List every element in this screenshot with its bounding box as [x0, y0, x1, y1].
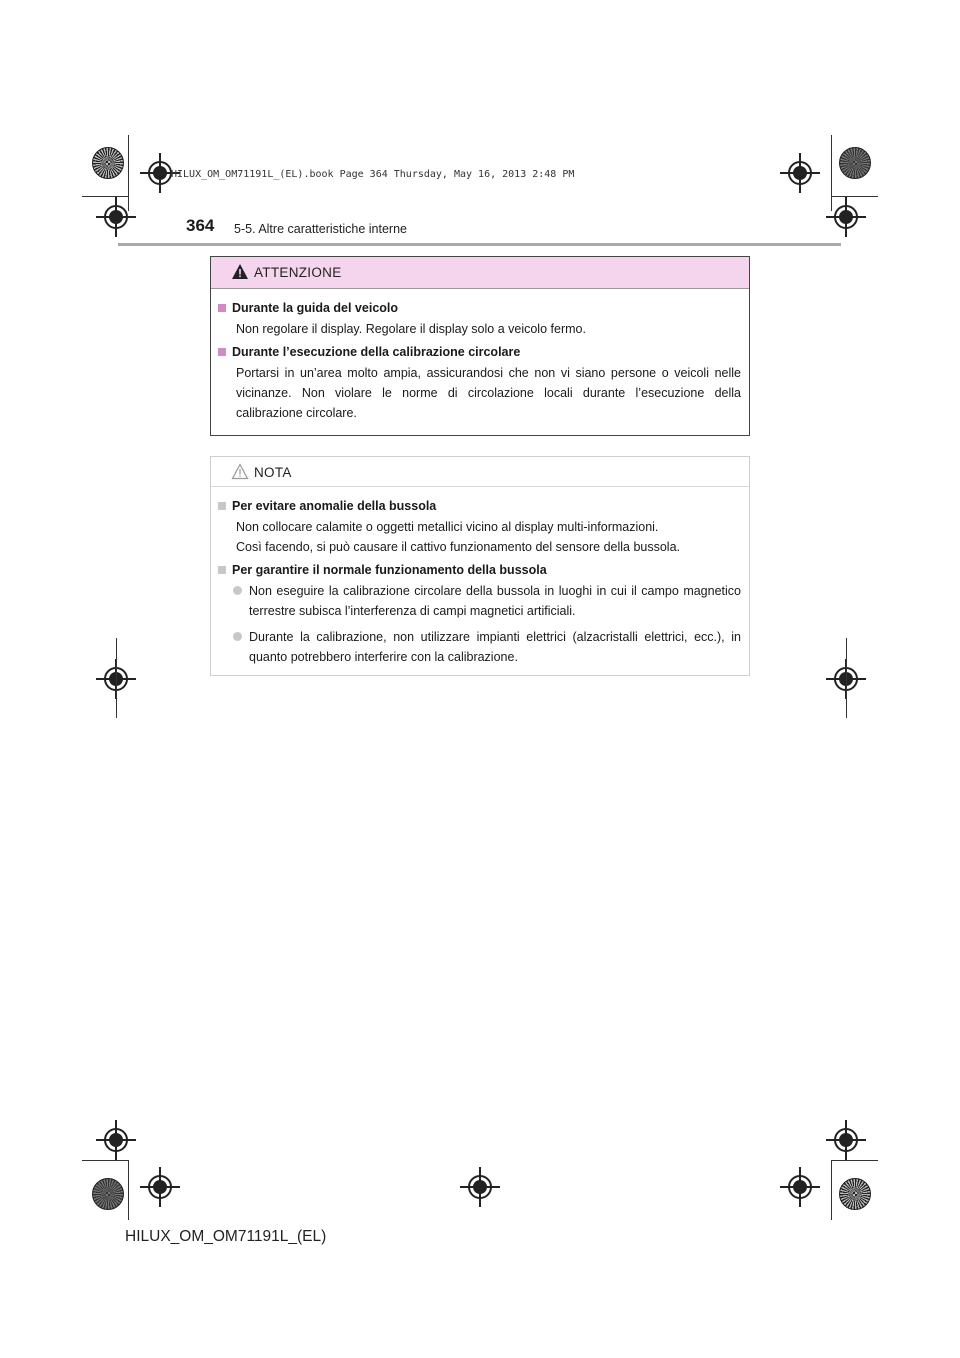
registration-crosshair-icon [834, 1128, 858, 1152]
note-box [210, 456, 750, 676]
crop-mark [831, 135, 832, 211]
registration-wheel-icon [839, 147, 871, 179]
warning-triangle-icon [231, 263, 249, 280]
registration-wheel-icon [92, 147, 124, 179]
note-content [211, 499, 749, 667]
note-item-title: Per evitare anomalie della bussola [218, 499, 741, 513]
note-header [211, 457, 749, 487]
warning-content [211, 301, 749, 423]
warning-item-title: Durante la guida del veicolo [218, 301, 741, 315]
registration-crosshair-icon [148, 161, 172, 185]
registration-crosshair-icon [468, 1175, 492, 1199]
square-bullet-icon [218, 566, 226, 574]
registration-crosshair-icon [788, 1175, 812, 1199]
page-number: 364 [186, 216, 215, 235]
book-info-stamp: HILUX_OM_OM71191L_(EL).book Page 364 Thursday, May 16, 2013 2:48 PM [171, 169, 575, 180]
caution-triangle-outline-icon [231, 463, 249, 480]
registration-crosshair-icon [104, 1128, 128, 1152]
header-divider [118, 243, 841, 246]
footer-document-code: HILUX_OM_OM71191L_(EL) [125, 1228, 327, 1245]
registration-crosshair-icon [834, 205, 858, 229]
crop-mark [831, 1160, 878, 1161]
note-label: NOTA [254, 465, 292, 480]
crop-mark [116, 638, 117, 718]
note-item-text: Non collocare calamite o oggetti metallici vicino al display multi-informazioni. [236, 520, 659, 534]
crop-mark [82, 196, 129, 197]
warning-item-text: Portarsi in un’area molto ampia, assicurandosi che non vi siano persone o veicoli nelle vicinanze. Non violare le norme di circolazione locali durante l’esecuzione della calibrazione circolare. [236, 366, 741, 420]
registration-wheel-icon [839, 1178, 871, 1210]
crop-mark [831, 1160, 832, 1220]
crop-mark [82, 1160, 129, 1161]
registration-crosshair-icon [104, 205, 128, 229]
round-bullet-icon [233, 632, 242, 641]
square-bullet-icon [218, 304, 226, 312]
warning-item-text: Non regolare il display. Regolare il display solo a veicolo fermo. [236, 322, 586, 336]
warning-box [210, 256, 750, 436]
warning-item-title: Durante l’esecuzione della calibrazione circolare [218, 345, 741, 359]
round-bullet-icon [233, 586, 242, 595]
registration-wheel-icon [92, 1178, 124, 1210]
warning-header [211, 257, 749, 289]
square-bullet-icon [218, 502, 226, 510]
note-item-title: Per garantire il normale funzionamento della bussola [218, 563, 741, 577]
crop-mark [128, 1160, 129, 1220]
crop-mark [846, 638, 847, 718]
section-title: 5-5. Altre caratteristiche interne [234, 222, 407, 236]
warning-label: ATTENZIONE [254, 265, 342, 280]
square-bullet-icon [218, 348, 226, 356]
note-item-text: Così facendo, si può causare il cattivo funzionamento del sensore della bussola. [236, 540, 681, 554]
note-bullet-item: Durante la calibrazione, non utilizzare impianti elettrici (alzacristalli elettrici, ecc.), in quanto potrebbero interferire con la calibrazione. [233, 627, 741, 667]
registration-crosshair-icon [148, 1175, 172, 1199]
crop-mark [831, 196, 878, 197]
crop-mark [128, 135, 129, 211]
note-bullet-item: Non eseguire la calibrazione circolare della bussola in luoghi in cui il campo magnetico terrestre subisca l’interferenza di campi magnetici artificiali. [233, 581, 741, 621]
registration-crosshair-icon [788, 161, 812, 185]
